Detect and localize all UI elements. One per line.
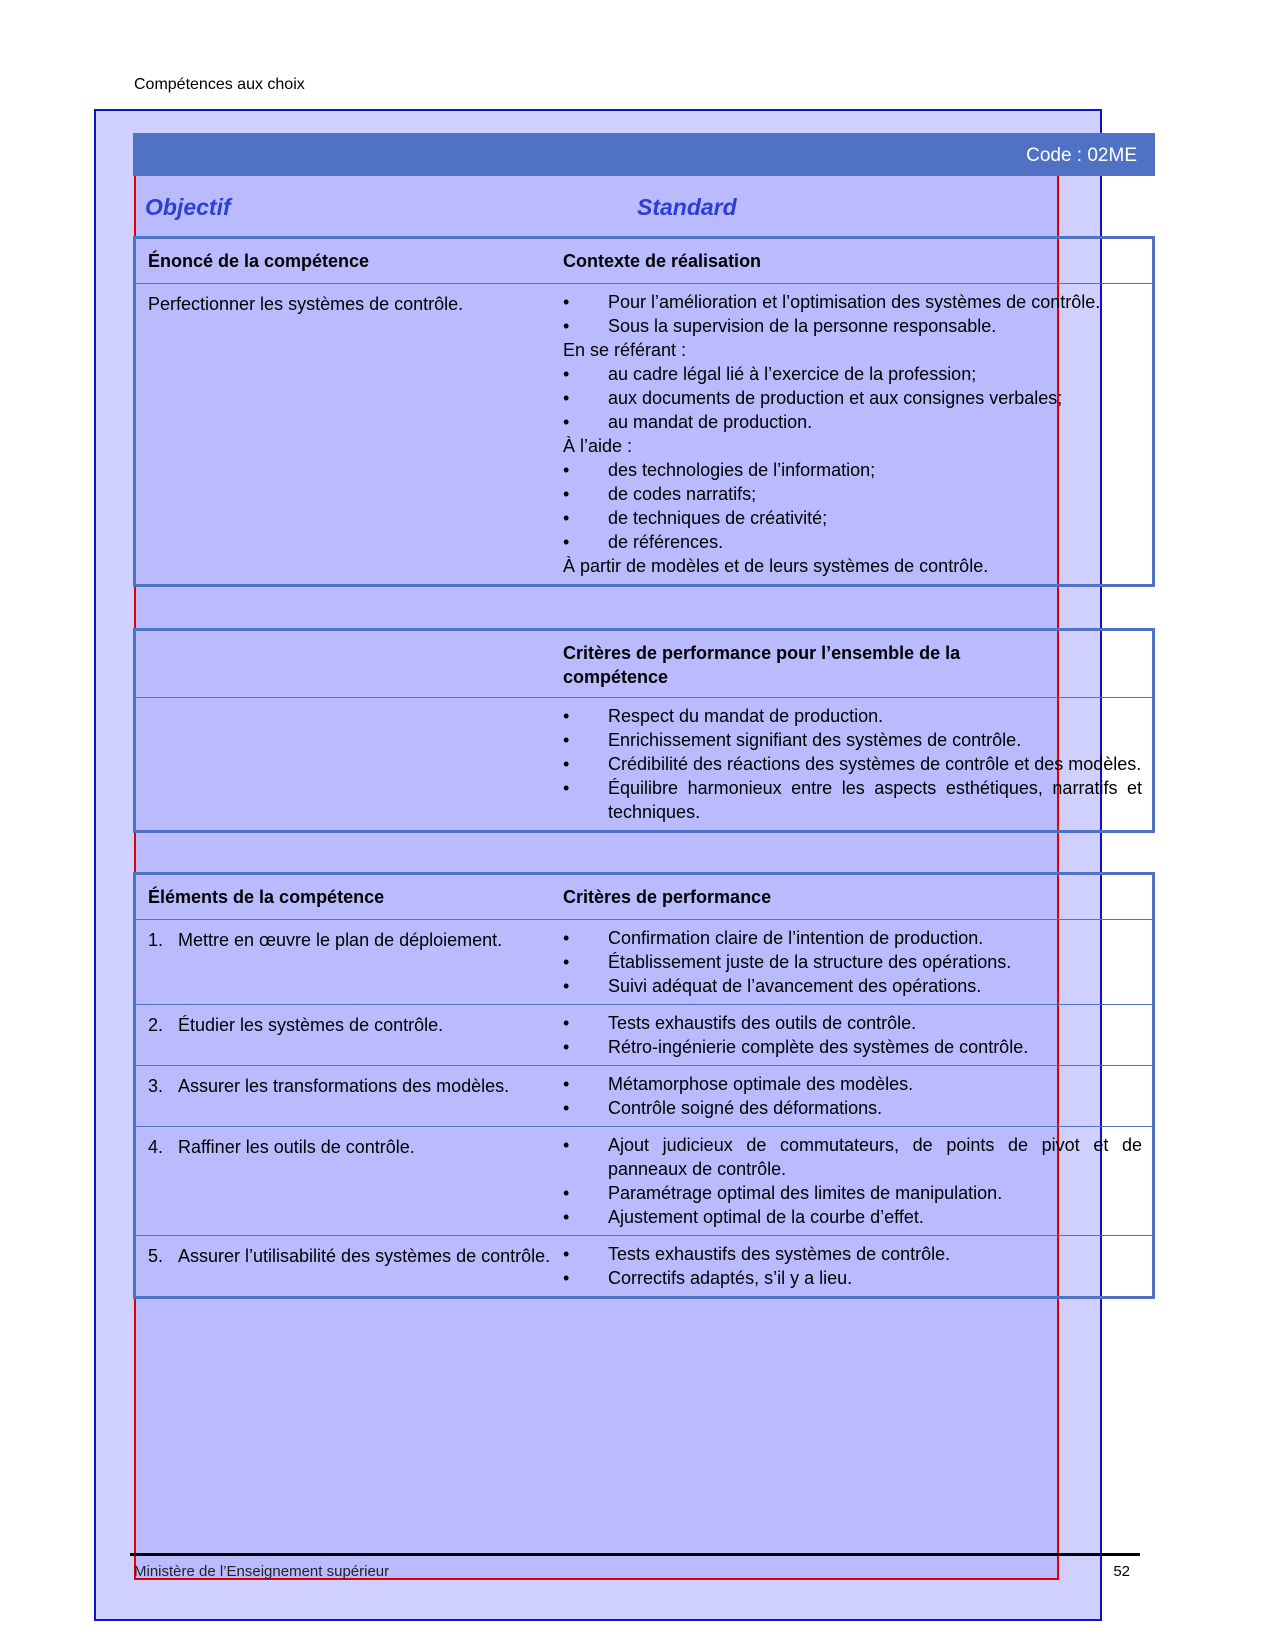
criteria-cell [563,1236,1152,1296]
element-text: Étudier les systèmes de contrôle. [178,1015,444,1035]
section2-body-row [136,698,1152,830]
element-row [136,1066,1152,1127]
list-item: • au cadre légal lié à l’exercice de la profession; [563,362,1142,386]
list-item: • Confirmation claire de l’intention de production. [563,926,1142,950]
context-header: Contexte de réalisation [563,251,762,271]
list-item: • de références. [563,530,1142,554]
element-cell [136,920,563,1004]
list-item: • des technologies de l’information; [563,458,1142,482]
element-text: Raffiner les outils de contrôle. [178,1137,415,1157]
list-item: • Contrôle soigné des déformations. [563,1096,1142,1120]
list-item: • de techniques de créativité; [563,506,1142,530]
list-item: • Équilibre harmonieux entre les aspects esthétiques, narratifs et techniques. [563,776,1142,824]
section1-body-row [136,284,1152,584]
list-item: • Enrichissement signifiant des systèmes de contrôle. [563,728,1142,752]
list-item: • Correctifs adaptés, s’il y a lieu. [563,1266,1142,1290]
list-item: • Crédibilité des réactions des systèmes de contrôle et des modèles. [563,752,1142,776]
context-intro-ref: En se référant : [563,340,687,360]
list-item: • Tests exhaustifs des systèmes de contrôle. [563,1242,1142,1266]
list-item: • de codes narratifs; [563,482,1142,506]
overall-criteria-header: Critères de performance pour l’ensemble de la compétence [563,643,961,687]
page-number: 52 [1113,1563,1130,1580]
element-number: 2. [148,1015,164,1035]
element-number: 1. [148,930,164,950]
list-item: • Paramétrage optimal des limites de manipulation. [563,1181,1142,1205]
section2-empty-left [136,631,563,697]
list-item: • Tests exhaustifs des outils de contrôle. [563,1011,1142,1035]
section2-header-row [136,631,1152,698]
element-text: Assurer l’utilisabilité des systèmes de contrôle. [178,1246,551,1266]
element-cell [136,1236,563,1296]
page-header-label: Compétences aux choix [134,76,305,93]
element-number: 4. [148,1137,164,1157]
context-intro-help: À l’aide : [563,436,633,456]
list-item: • Ajustement optimal de la courbe d’effet. [563,1205,1142,1229]
objective-label: Objectif [145,194,231,220]
list-item: • Rétro-ingénierie complète des systèmes de contrôle. [563,1035,1142,1059]
element-text: Assurer les transformations des modèles. [178,1076,510,1096]
criteria-cell [563,1005,1152,1065]
context-list-a [563,290,1142,338]
list-item: • Établissement juste de la structure des opérations. [563,950,1142,974]
list-item: • Métamorphose optimale des modèles. [563,1072,1142,1096]
element-row [136,1005,1152,1066]
element-cell [136,1066,563,1126]
element-cell [136,1005,563,1065]
list-item: • au mandat de production. [563,410,1142,434]
criteria-cell [563,920,1152,1004]
overall-criteria-content [563,698,1152,830]
list-item: • aux documents de production et aux consignes verbales; [563,386,1142,410]
footer-ministry: Ministère de l’Enseignement supérieur [134,1563,390,1580]
list-item: • Respect du mandat de production. [563,704,1142,728]
section1-header-row [136,239,1152,284]
element-row [136,1127,1152,1236]
section-overall-criteria [133,628,1155,833]
criteria-header: Critères de performance [563,887,772,907]
list-item: • Pour l’amélioration et l’optimisation des systèmes de contrôle. [563,290,1142,314]
section-elements [133,872,1155,1299]
element-number: 3. [148,1076,164,1096]
context-closing: À partir de modèles et de leurs systèmes de contrôle. [563,556,989,576]
section3-header-row [136,875,1152,920]
element-number: 5. [148,1246,164,1266]
elements-header: Éléments de la compétence [148,887,385,907]
statement-header: Énoncé de la compétence [148,251,370,271]
section-statement-context [133,236,1155,587]
context-content [563,284,1152,584]
context-list-c [563,458,1142,554]
code-bar [133,133,1155,176]
footer-divider [130,1553,1140,1556]
element-cell [136,1127,563,1235]
element-row [136,920,1152,1005]
list-item: • Suivi adéquat de l’avancement des opérations. [563,974,1142,998]
element-text: Mettre en œuvre le plan de déploiement. [178,930,503,950]
criteria-cell [563,1127,1152,1235]
context-list-b [563,362,1142,434]
overall-criteria-list [563,704,1142,824]
code-label: Code : 02ME [1026,145,1137,166]
section2-empty-left-body [136,698,563,830]
list-item: • Sous la supervision de la personne responsable. [563,314,1142,338]
criteria-cell [563,1066,1152,1126]
standard-label: Standard [637,194,737,220]
list-item: • Ajout judicieux de commutateurs, de points de pivot et de panneaux de contrôle. [563,1133,1142,1181]
element-row [136,1236,1152,1296]
statement-text: Perfectionner les systèmes de contrôle. [148,294,464,314]
